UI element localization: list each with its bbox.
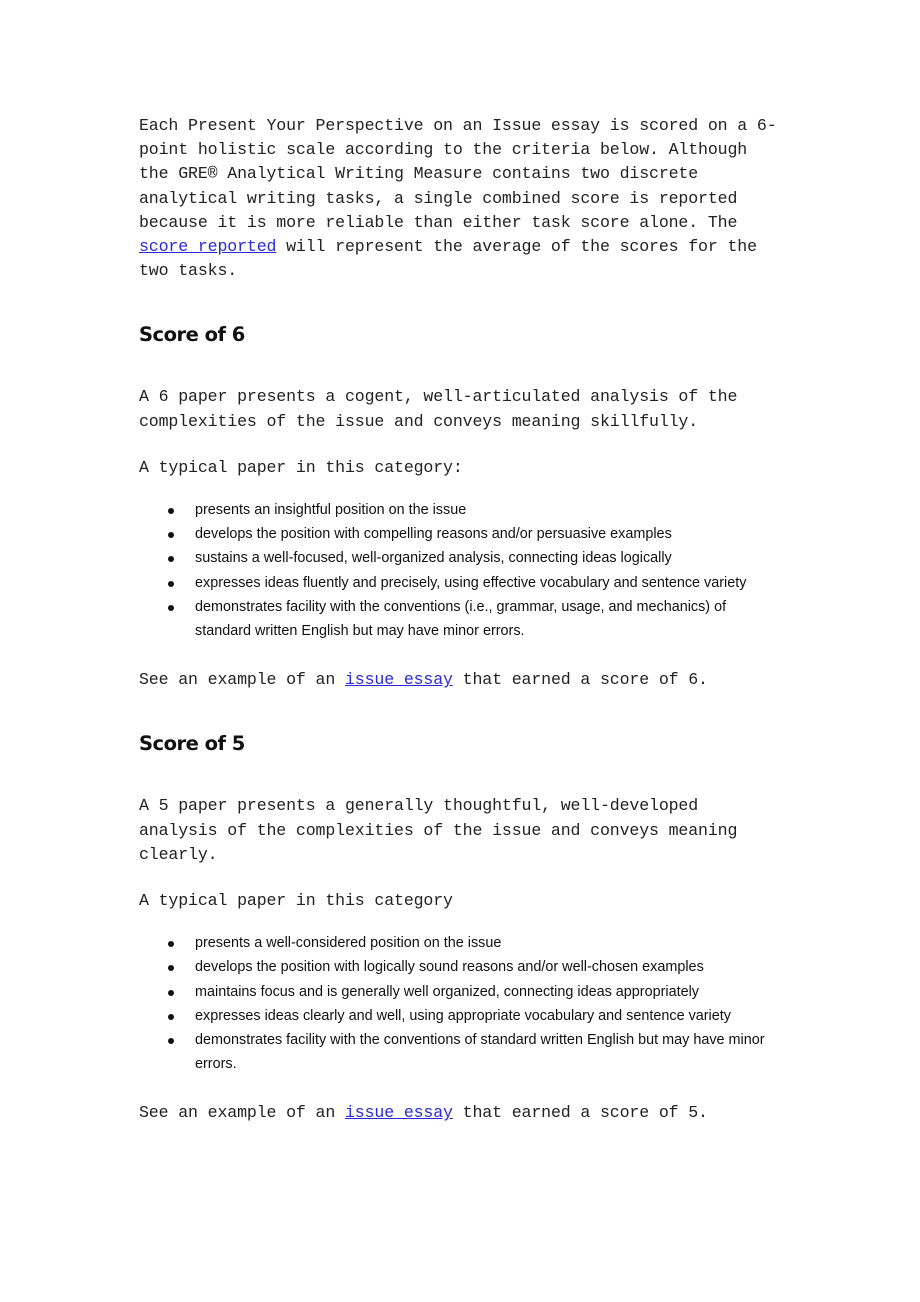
score-5-heading: Score of 5 (139, 732, 245, 756)
list-item (139, 571, 784, 595)
score-6-typical-label: A typical paper in this category: (139, 457, 463, 477)
list-item (139, 595, 784, 643)
example-text: See an example of an (139, 1103, 345, 1123)
score-6-description: A 6 paper presents a cogent, well-articulated analysis of the complexities of the issue and conveys meaning skillfully. (139, 387, 738, 431)
list-item (139, 980, 784, 1004)
list-item-text: expresses ideas clearly and well, using appropriate vocabulary and sentence variety (195, 1007, 731, 1024)
bullet-icon (168, 990, 174, 996)
bullet-icon (168, 965, 174, 971)
list-item (139, 1004, 784, 1028)
document-page (139, 114, 784, 1126)
bullet-icon (168, 1014, 174, 1020)
score-5-description: A 5 paper presents a generally thoughtful, well-developed analysis of the complexities of the issue and conveys meaning clearly. (139, 796, 738, 864)
list-item (139, 522, 784, 546)
score-reported-link[interactable]: score reported (139, 237, 277, 257)
list-item-text: develops the position with compelling reasons and/or persuasive examples (195, 526, 672, 543)
bullet-icon (168, 581, 174, 587)
list-item-text: sustains a well-focused, well-organized analysis, connecting ideas logically (195, 550, 672, 567)
score-6-criteria-list (139, 498, 784, 643)
list-item-text: maintains focus and is generally well organized, connecting ideas appropriately (195, 983, 699, 1000)
list-item-text: demonstrates facility with the conventions of standard written English but may have minor errors. (195, 1032, 765, 1073)
list-item-text: presents an insightful position on the issue (195, 502, 467, 519)
score-5-criteria-list (139, 931, 784, 1076)
bullet-icon (168, 508, 174, 514)
example-text-end: that earned a score of 6. (452, 670, 708, 690)
list-item-text: develops the position with logically sound reasons and/or well-chosen examples (195, 959, 704, 976)
list-item-text: presents a well-considered position on the issue (195, 935, 502, 952)
list-item (139, 955, 784, 979)
score-5-typical-label: A typical paper in this category (139, 891, 453, 911)
list-item (139, 931, 784, 955)
bullet-icon (168, 1038, 174, 1044)
example-text-end: that earned a score of 5. (452, 1103, 708, 1123)
example-text: See an example of an (139, 670, 345, 690)
issue-essay-6-link[interactable]: issue essay (344, 670, 453, 690)
list-item (139, 498, 784, 522)
score-6-heading: Score of 6 (139, 323, 245, 347)
issue-essay-5-link[interactable]: issue essay (344, 1103, 453, 1123)
intro-text-end: will represent the average of the scores for the two tasks. (139, 237, 757, 281)
bullet-icon (168, 941, 174, 947)
bullet-icon (168, 556, 174, 562)
list-item (139, 1028, 784, 1076)
bullet-icon (168, 605, 174, 611)
list-item (139, 546, 784, 570)
score-6-example (139, 668, 784, 692)
intro-paragraph (139, 114, 784, 283)
list-item-text: expresses ideas fluently and precisely, using effective vocabulary and sentence variety (195, 574, 747, 591)
list-item-text: demonstrates facility with the conventions (i.e., grammar, usage, and mechanics) of standard written English but may have minor errors. (195, 598, 727, 640)
bullet-icon (168, 532, 174, 538)
intro-text: Each Present Your Perspective on an Issue essay is scored on a 6-point holistic scale according to the criteria below. Although the GRE® Analytical Writing Measure contains two discrete analytical writing tasks, a single combined score is reported because it is more reliable than either task score alone. The (139, 116, 777, 232)
score-5-example (139, 1101, 784, 1125)
